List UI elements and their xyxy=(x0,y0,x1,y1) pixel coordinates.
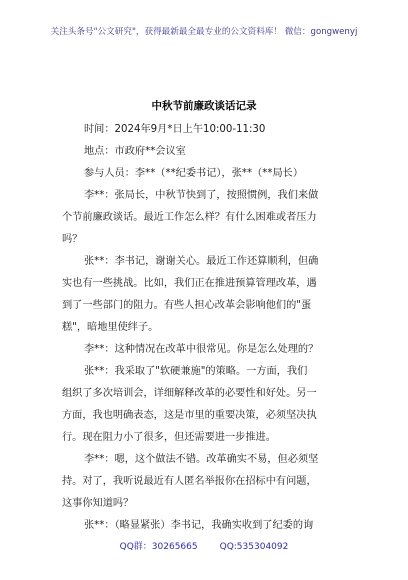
dialogue-line: 持。对了，我听说最近有人匿名举报你在招标中有问题， xyxy=(62,476,317,487)
document-title: 中秋节前廉政谈话记录 xyxy=(151,100,257,112)
dialogue-line: 张**：（略显紧张）李书记，我确实收到了纪委的询 xyxy=(84,520,314,531)
dialogue-line: 这事你知道吗？ xyxy=(62,498,134,509)
footer-contact xyxy=(0,539,408,552)
dialogue-line: 糕"，暗地里使绊子。 xyxy=(62,322,159,333)
dialogue-line: 实也有一些挑战。比如，我们正在推进预算管理改革，遇 xyxy=(62,278,317,289)
dialogue-line: 张**：李书记，谢谢关心。最近工作还算顺利，但确 xyxy=(84,256,319,267)
dialogue-line: 行。现在阻力小了很多，但还需要进一步推进。 xyxy=(62,432,276,443)
dialogue-line: 李**：张局长，中秋节快到了，按照惯例，我们来做 xyxy=(84,190,319,201)
meeting-location: 地点：市政府**会议室 xyxy=(84,146,186,157)
meeting-time: 时间：2024年9月*日上午10:00-11:30 xyxy=(84,124,266,135)
dialogue-line: 吗？ xyxy=(62,234,83,245)
dialogue-line: 到了一些部门的阻力。有些人担心改革会影响他们的"蛋 xyxy=(62,300,312,311)
meeting-participants: 参与人员：李**（**纪委书记），张**（**局长） xyxy=(84,168,304,179)
dialogue-line: 张**：我采取了"软硬兼施"的策略。一方面，我们 xyxy=(84,366,308,377)
header-banner: 关注头条号"公文研究"，获得最新最全最专业的公文资料库！ 微信：gongwenyj xyxy=(50,27,358,37)
dialogue-line: 李**：这种情况在改革中很常见。你是怎么处理的？ xyxy=(84,344,319,355)
footer-qq: QQ:535304092 xyxy=(219,542,289,552)
footer-qq-group: QQ群：30265665 xyxy=(119,542,198,552)
dialogue-line: 李**：嗯，这个做法不错。改革确实不易，但必须坚 xyxy=(84,454,319,465)
dialogue-line: 个节前廉政谈话。最近工作怎么样？有什么困难或者压力 xyxy=(62,212,317,223)
dialogue-line: 组织了多次培训会，详细解释改革的必要性和好处。另一 xyxy=(62,388,317,399)
dialogue-line: 方面，我也明确表态，这是市里的重要决策，必须坚决执 xyxy=(62,410,317,421)
